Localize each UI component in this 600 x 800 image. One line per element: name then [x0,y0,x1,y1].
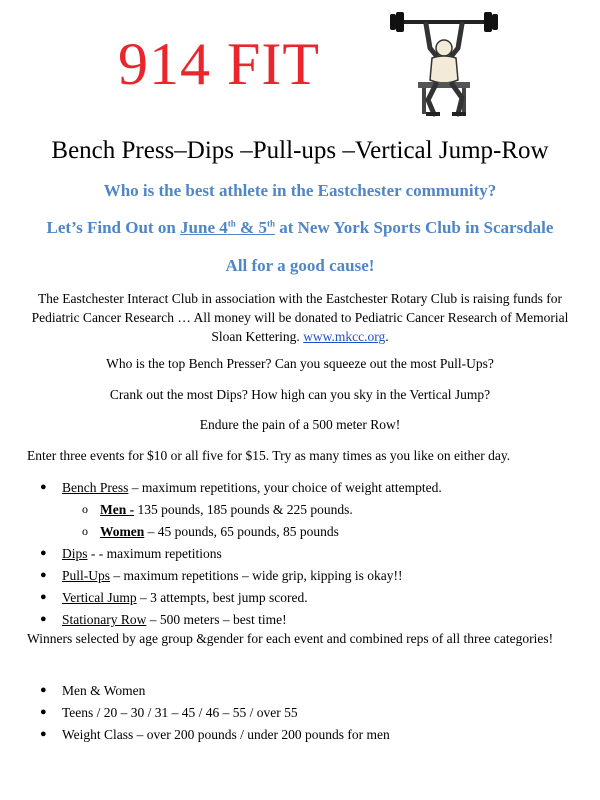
list-item [82,524,339,540]
bullet-icon: ● [40,481,47,493]
event-term: Men - [100,502,135,517]
tagline-3: Endure the pain of a 500 meter Row! [199,417,401,432]
event-term: Women [100,524,145,539]
intro-text: The Eastchester Interact Club in association with the Eastchester Rotary Club is raising funds for Pediatric Cancer Research … All money will be donated to Pediatric Cancer Research of Memorial Sloan Kettering. [31,291,569,344]
event-desc: – 45 pounds, 65 pounds, 85 pounds [144,524,339,539]
event-dates [180,218,275,237]
date-1-suffix: th [227,218,236,229]
tagline-2: Crank out the most Dips? How high can you sky in the Vertical Jump? [109,387,491,402]
event-desc: – maximum repetitions – wide grip, kipping is okay!! [110,568,403,583]
list-item [40,727,390,743]
event-desc: – 500 meters – best time! [146,612,287,627]
group-text: Weight Class – over 200 pounds / under 200 pounds for men [62,727,390,742]
list-item [40,683,146,699]
bullet-icon: ● [40,684,47,696]
mkcc-link[interactable]: www.mkcc.org [303,329,386,344]
event-date-location [0,218,600,238]
group-text: Men & Women [62,683,146,698]
bullet-icon: ● [40,547,47,559]
event-term: Pull-Ups [62,568,111,583]
list-item [40,568,403,584]
list-item [40,705,298,721]
when-prefix: Let’s Find Out on [46,218,181,237]
good-cause-line: All for a good cause! [225,256,375,275]
event-desc: – 3 attempts, best jump scored. [136,590,308,605]
list-item [40,546,222,562]
date-2-suffix: th [266,218,275,229]
when-location: at New York Sports Club in Scarsdale [274,218,554,237]
tagline-1: Who is the top Bench Presser? Can you squeeze out the most Pull-Ups? [106,356,494,371]
list-item [40,590,308,606]
event-desc: - - maximum repetitions [87,546,222,561]
header [0,0,600,125]
headline-question: Who is the best athlete in the Eastchester community? [103,181,497,200]
hollow-bullet-icon: o [82,502,88,516]
events-title: Bench Press–Dips –Pull-ups –Vertical Jump-Row [51,137,549,164]
hollow-bullet-icon: o [82,524,88,538]
bullet-icon: ● [40,569,47,581]
event-term: Dips [62,546,88,561]
list-item [40,612,287,628]
event-term: Bench Press [62,480,129,495]
date-1: June 4 [180,218,228,237]
bench-press-lifter-icon [388,8,500,120]
event-desc: – maximum repetitions, your choice of weight attempted. [128,480,442,495]
group-text: Teens / 20 – 30 / 31 – 45 / 46 – 55 / over 55 [62,705,298,720]
winners-paragraph: Winners selected by age group &gender for each event and combined reps of all three categories! [27,631,554,646]
intro-paragraph [28,289,572,346]
bullet-icon: ● [40,728,47,740]
bullet-icon: ● [40,613,47,625]
list-item [40,480,442,496]
intro-period: . [385,329,389,344]
entry-fee-line: Enter three events for $10 or all five for $15. Try as many times as you like on either day. [27,448,511,463]
list-item [82,502,353,518]
date-2: & 5 [235,218,267,237]
brand-title: 914 FIT [118,31,320,97]
bullet-icon: ● [40,591,47,603]
bullet-icon: ● [40,706,47,718]
event-term: Stationary Row [62,612,147,627]
event-desc: 135 pounds, 185 pounds & 225 pounds. [134,502,353,517]
event-term: Vertical Jump [62,590,137,605]
